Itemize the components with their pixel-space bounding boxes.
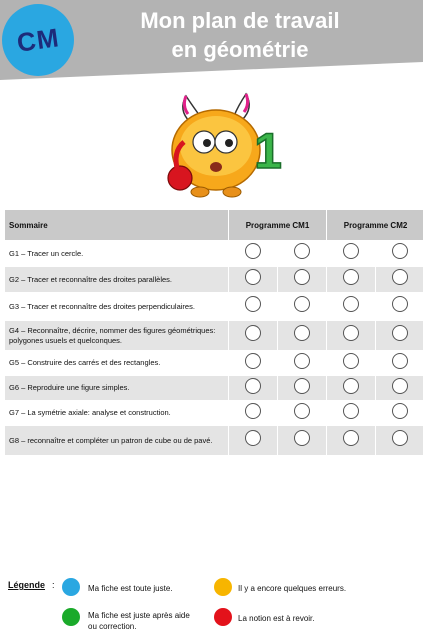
status-circle[interactable] <box>245 243 261 259</box>
status-circle[interactable] <box>343 430 359 446</box>
status-circle[interactable] <box>294 403 310 419</box>
header-programme-cm1: Programme CM1 <box>229 210 327 241</box>
status-circle[interactable] <box>245 353 261 369</box>
table-row <box>5 426 423 456</box>
title-line-2: en géométrie <box>171 37 309 62</box>
table-row <box>5 293 423 321</box>
red-dot-icon <box>214 608 232 626</box>
row-label: G2 – Tracer et reconnaître des droites parallèles. <box>5 267 229 293</box>
status-circle[interactable] <box>245 403 261 419</box>
status-circle[interactable] <box>343 325 359 341</box>
table-row <box>5 376 423 401</box>
status-circle[interactable] <box>294 378 310 394</box>
work-plan-table-wrapper <box>4 209 423 456</box>
status-circle[interactable] <box>343 243 359 259</box>
status-circle[interactable] <box>392 353 408 369</box>
table-row <box>5 241 423 267</box>
legend-text-blue: Ma fiche est toute juste. <box>88 584 173 593</box>
monster-mascot-illustration <box>150 92 290 202</box>
status-circle[interactable] <box>392 325 408 341</box>
status-circle[interactable] <box>392 296 408 312</box>
legend-colon: : <box>52 580 55 590</box>
row-label: G5 – Construire des carrés et des rectangles. <box>5 351 229 376</box>
status-circle[interactable] <box>392 269 408 285</box>
table-header-row <box>5 210 423 241</box>
cm-badge <box>2 4 74 76</box>
status-circle[interactable] <box>294 243 310 259</box>
row-label: G3 – Tracer et reconnaître des droites perpendiculaires. <box>5 293 229 321</box>
status-circle[interactable] <box>343 378 359 394</box>
work-plan-table <box>4 209 423 456</box>
row-label: G7 – La symétrie axiale: analyse et construction. <box>5 401 229 426</box>
mascot-digit: 1 <box>254 123 282 179</box>
status-circle[interactable] <box>294 353 310 369</box>
status-circle[interactable] <box>392 243 408 259</box>
status-circle[interactable] <box>245 325 261 341</box>
status-circle[interactable] <box>294 296 310 312</box>
status-circle[interactable] <box>343 403 359 419</box>
legend <box>8 574 418 638</box>
status-circle[interactable] <box>392 430 408 446</box>
legend-text-red: La notion est à revoir. <box>238 614 315 623</box>
header-programme-cm2: Programme CM2 <box>327 210 423 241</box>
badge-label: CM <box>14 21 62 58</box>
row-label: G6 – Reproduire une figure simples. <box>5 376 229 401</box>
table-row <box>5 401 423 426</box>
row-label: G8 – reconnaître et compléter un patron de cube ou de pavé. <box>5 426 229 456</box>
page-title <box>90 6 390 64</box>
status-circle[interactable] <box>245 269 261 285</box>
status-circle[interactable] <box>343 296 359 312</box>
status-circle[interactable] <box>294 430 310 446</box>
legend-text-green: Ma fiche est juste après aide ou correction. <box>88 611 190 631</box>
header-sommaire: Sommaire <box>5 210 229 241</box>
status-circle[interactable] <box>245 378 261 394</box>
table-row <box>5 351 423 376</box>
title-line-1: Mon plan de travail <box>140 8 340 33</box>
status-circle[interactable] <box>392 403 408 419</box>
row-label: G4 – Reconnaître, décrire, nommer des figures géométriques: polygones usuels et quelconques. <box>5 321 229 351</box>
status-circle[interactable] <box>294 269 310 285</box>
table-row <box>5 321 423 351</box>
status-circle[interactable] <box>294 325 310 341</box>
row-label: G1 – Tracer un cercle. <box>5 241 229 267</box>
legend-text-yellow: Il y a encore quelques erreurs. <box>238 584 347 593</box>
yellow-dot-icon <box>214 578 232 596</box>
blue-dot-icon <box>62 578 80 596</box>
status-circle[interactable] <box>343 269 359 285</box>
status-circle[interactable] <box>392 378 408 394</box>
green-dot-icon <box>62 608 80 626</box>
status-circle[interactable] <box>245 296 261 312</box>
status-circle[interactable] <box>343 353 359 369</box>
status-circle[interactable] <box>245 430 261 446</box>
legend-title: Légende <box>8 580 46 590</box>
table-row <box>5 267 423 293</box>
